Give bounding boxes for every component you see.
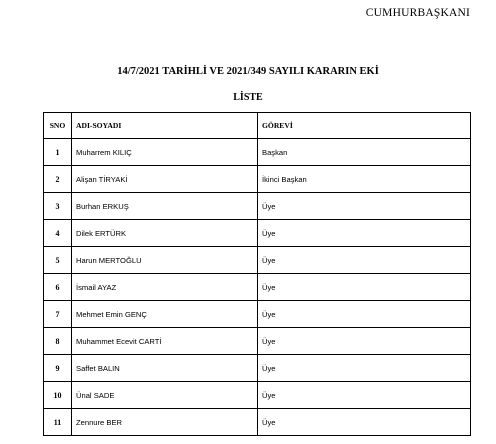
row-number-cell: 9 bbox=[44, 355, 72, 382]
decision-heading: 14/7/2021 TARİHLİ VE 2021/349 SAYILI KARARIN EKİ bbox=[117, 66, 379, 77]
member-name-cell: Dilek ERTÜRK bbox=[72, 220, 258, 247]
member-role-cell: Üye bbox=[258, 274, 471, 301]
member-role-cell: Üye bbox=[258, 193, 471, 220]
row-number-cell: 3 bbox=[44, 193, 72, 220]
member-role-cell: Üye bbox=[258, 301, 471, 328]
table-header-row bbox=[44, 113, 471, 139]
table-row bbox=[44, 274, 471, 301]
table-row bbox=[44, 193, 471, 220]
column-header-role: GÖREVİ bbox=[258, 113, 471, 139]
row-number-cell: 5 bbox=[44, 247, 72, 274]
table-row bbox=[44, 382, 471, 409]
row-number-cell: 2 bbox=[44, 166, 72, 193]
member-name-cell: İsmail AYAZ bbox=[72, 274, 258, 301]
table-row bbox=[44, 166, 471, 193]
member-role-cell: İkinci Başkan bbox=[258, 166, 471, 193]
table-row bbox=[44, 409, 471, 436]
table-row bbox=[44, 247, 471, 274]
column-header-sno: SNO bbox=[44, 113, 72, 139]
row-number-cell: 11 bbox=[44, 409, 72, 436]
member-role-cell: Üye bbox=[258, 328, 471, 355]
table-row bbox=[44, 220, 471, 247]
table-body bbox=[44, 139, 471, 436]
table-row bbox=[44, 355, 471, 382]
member-name-cell: Zennure BER bbox=[72, 409, 258, 436]
row-number-cell: 7 bbox=[44, 301, 72, 328]
row-number-cell: 6 bbox=[44, 274, 72, 301]
member-role-cell: Başkan bbox=[258, 139, 471, 166]
row-number-cell: 4 bbox=[44, 220, 72, 247]
member-role-cell: Üye bbox=[258, 247, 471, 274]
member-name-cell: Muharrem KILIÇ bbox=[72, 139, 258, 166]
member-name-cell: Mehmet Emin GENÇ bbox=[72, 301, 258, 328]
member-role-cell: Üye bbox=[258, 355, 471, 382]
member-name-cell: Ünal SADE bbox=[72, 382, 258, 409]
column-header-name: ADI-SOYADI bbox=[72, 113, 258, 139]
table-row bbox=[44, 328, 471, 355]
row-number-cell: 1 bbox=[44, 139, 72, 166]
member-role-cell: Üye bbox=[258, 382, 471, 409]
member-role-cell: Üye bbox=[258, 409, 471, 436]
member-name-cell: Burhan ERKUŞ bbox=[72, 193, 258, 220]
row-number-cell: 8 bbox=[44, 328, 72, 355]
row-number-cell: 10 bbox=[44, 382, 72, 409]
table-row bbox=[44, 301, 471, 328]
issuer-title: CUMHURBAŞKANI bbox=[365, 7, 470, 19]
member-role-cell: Üye bbox=[258, 220, 471, 247]
list-subheading: LİSTE bbox=[233, 92, 263, 103]
table-row bbox=[44, 139, 471, 166]
member-list-table bbox=[43, 112, 471, 436]
member-name-cell: Muhammet Ecevit CARTİ bbox=[72, 328, 258, 355]
member-name-cell: Alişan TİRYAKİ bbox=[72, 166, 258, 193]
member-name-cell: Saffet BALIN bbox=[72, 355, 258, 382]
member-name-cell: Harun MERTOĞLU bbox=[72, 247, 258, 274]
